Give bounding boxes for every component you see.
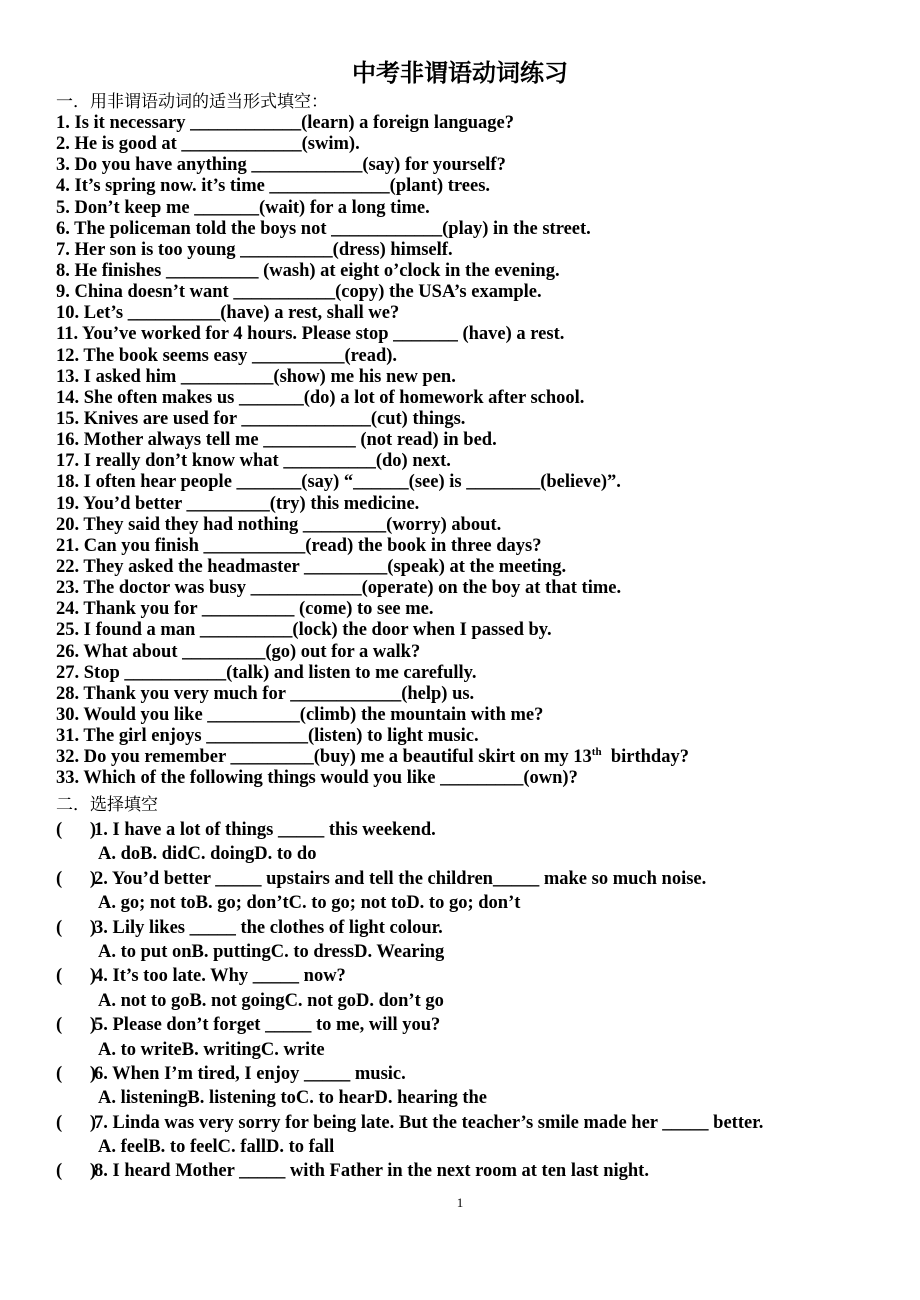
- exercise-line: 6. The policeman told the boys not ____________(play) in the street.: [56, 218, 591, 239]
- section-1-heading: 一．用非谓语动词的适当形式填空：: [56, 92, 328, 112]
- exercise-line: 21. Can you finish ___________(read) the book in three days?: [56, 535, 542, 556]
- exercise-text: birthday?: [601, 747, 689, 768]
- choice-options: A. feelB. to feelC. fallD. to fall: [98, 1137, 335, 1158]
- choice-question: [56, 1062, 906, 1086]
- choice-options: A. listeningB. listening toC. to hearD. hearing the: [98, 1088, 488, 1109]
- page-title: 中考非谓语动词练习: [352, 59, 568, 87]
- ordinal-suffix: th: [591, 746, 602, 759]
- exercise-line: 11. You’ve worked for 4 hours. Please stop _______ (have) a rest.: [56, 324, 565, 345]
- exercise-line: 14. She often makes us _______(do) a lot of homework after school.: [56, 387, 585, 408]
- choice-question: [56, 1013, 906, 1037]
- answer-blank: ( ): [56, 820, 97, 840]
- exercise-line: 12. The book seems easy __________(read).: [56, 345, 398, 366]
- answer-blank: ( ): [56, 917, 97, 938]
- exercise-line: 30. Would you like __________(climb) the mountain with me?: [56, 704, 544, 725]
- exercise-line: 26. What about _________(go) out for a walk?: [56, 641, 421, 662]
- exercise-line: 16. Mother always tell me __________ (not read) in bed.: [56, 430, 497, 451]
- choice-question: [56, 867, 906, 891]
- exercise-line: [56, 747, 906, 768]
- exercise-line: 27. Stop ___________(talk) and listen to me carefully.: [56, 662, 477, 683]
- exercise-line: 5. Don’t keep me _______(wait) for a long time.: [56, 197, 430, 218]
- choice-options: A. doB. didC. doingD. to do: [98, 844, 317, 865]
- exercise-line: 24. Thank you for __________ (come) to see me.: [56, 599, 434, 620]
- exercise-line: 4. It’s spring now. it’s time _____________(plant) trees.: [56, 176, 491, 197]
- exercise-line: 3. Do you have anything ____________(say) for yourself?: [56, 155, 506, 176]
- exercise-line: 17. I really don’t know what __________(do) next.: [56, 451, 451, 472]
- answer-blank: ( ): [56, 1063, 97, 1084]
- exercise-text: 32. Do you remember _________(buy) me a beautiful skirt on my 13: [56, 747, 592, 768]
- answer-blank: ( ): [56, 1161, 97, 1182]
- exercise-line: 10. Let’s __________(have) a rest, shall we?: [56, 303, 400, 324]
- answer-blank: ( ): [56, 1015, 97, 1036]
- exercise-line: 7. Her son is too young __________(dress) himself.: [56, 239, 453, 260]
- answer-blank: ( ): [56, 966, 97, 987]
- question-text: 4. It’s too late. Why _____ now?: [94, 966, 346, 987]
- question-text: 6. When I’m tired, I enjoy _____ music.: [94, 1063, 406, 1084]
- exercise-line: 20. They said they had nothing _________(worry) about.: [56, 514, 502, 535]
- exercise-line: 22. They asked the headmaster _________(speak) at the meeting.: [56, 556, 567, 577]
- exercise-line: 13. I asked him __________(show) me his new pen.: [56, 366, 456, 387]
- exercise-line: 8. He finishes __________ (wash) at eight o’clock in the evening.: [56, 260, 560, 281]
- exercise-line: 28. Thank you very much for ____________(help) us.: [56, 683, 475, 704]
- exercise-line: 1. Is it necessary ____________(learn) a foreign language?: [56, 113, 515, 133]
- exercise-line: 23. The doctor was busy ____________(operate) on the boy at that time.: [56, 578, 622, 599]
- choice-question: [56, 1159, 906, 1183]
- question-text: 3. Lily likes _____ the clothes of light colour.: [94, 917, 443, 938]
- exercise-line: 9. China doesn’t want ___________(copy) the USA’s example.: [56, 282, 542, 303]
- multiple-choice-list: [56, 818, 906, 1184]
- exercise-line: 18. I often hear people _______(say) “______(see) is ________(believe)”.: [56, 472, 621, 493]
- exercise-line: 31. The girl enjoys ___________(listen) to light music.: [56, 726, 479, 747]
- choice-options: A. go; not toB. go; don’tC. to go; not toD. to go; don’t: [98, 893, 521, 914]
- choice-options: A. to put onB. puttingC. to dressD. Wearing: [98, 941, 445, 962]
- exercise-line: 2. He is good at _____________(swim).: [56, 134, 360, 155]
- exercise-line: 19. You’d better _________(try) this medicine.: [56, 493, 420, 514]
- exercise-line: 33. Which of the following things would you like _________(own)?: [56, 768, 578, 789]
- question-text: 5. Please don’t forget _____ to me, will you?: [94, 1015, 441, 1036]
- page-number: 1: [456, 1195, 464, 1210]
- exercise-line: 25. I found a man __________(lock) the door when I passed by.: [56, 620, 552, 641]
- choice-options: A. not to goB. not goingC. not goD. don’t go: [98, 990, 444, 1011]
- choice-question: [56, 916, 906, 940]
- answer-blank: ( ): [56, 868, 97, 889]
- choice-question: [56, 1111, 906, 1135]
- question-text: 7. Linda was very sorry for being late. But the teacher’s smile made her _____ better.: [94, 1112, 764, 1133]
- choice-question: [56, 818, 906, 842]
- choice-options: A. to writeB. writingC. write: [98, 1039, 325, 1060]
- fill-in-exercise-list: [56, 113, 906, 790]
- section-2-heading: 二．选择填空: [56, 795, 158, 815]
- question-text: 1. I have a lot of things _____ this weekend.: [94, 820, 436, 840]
- answer-blank: ( ): [56, 1112, 97, 1133]
- exercise-line: 15. Knives are used for ______________(cut) things.: [56, 408, 466, 429]
- choice-question: [56, 964, 906, 988]
- question-text: 2. You’d better _____ upstairs and tell the children_____ make so much noise.: [94, 868, 707, 889]
- question-text: 8. I heard Mother _____ with Father in the next room at ten last night.: [94, 1161, 649, 1182]
